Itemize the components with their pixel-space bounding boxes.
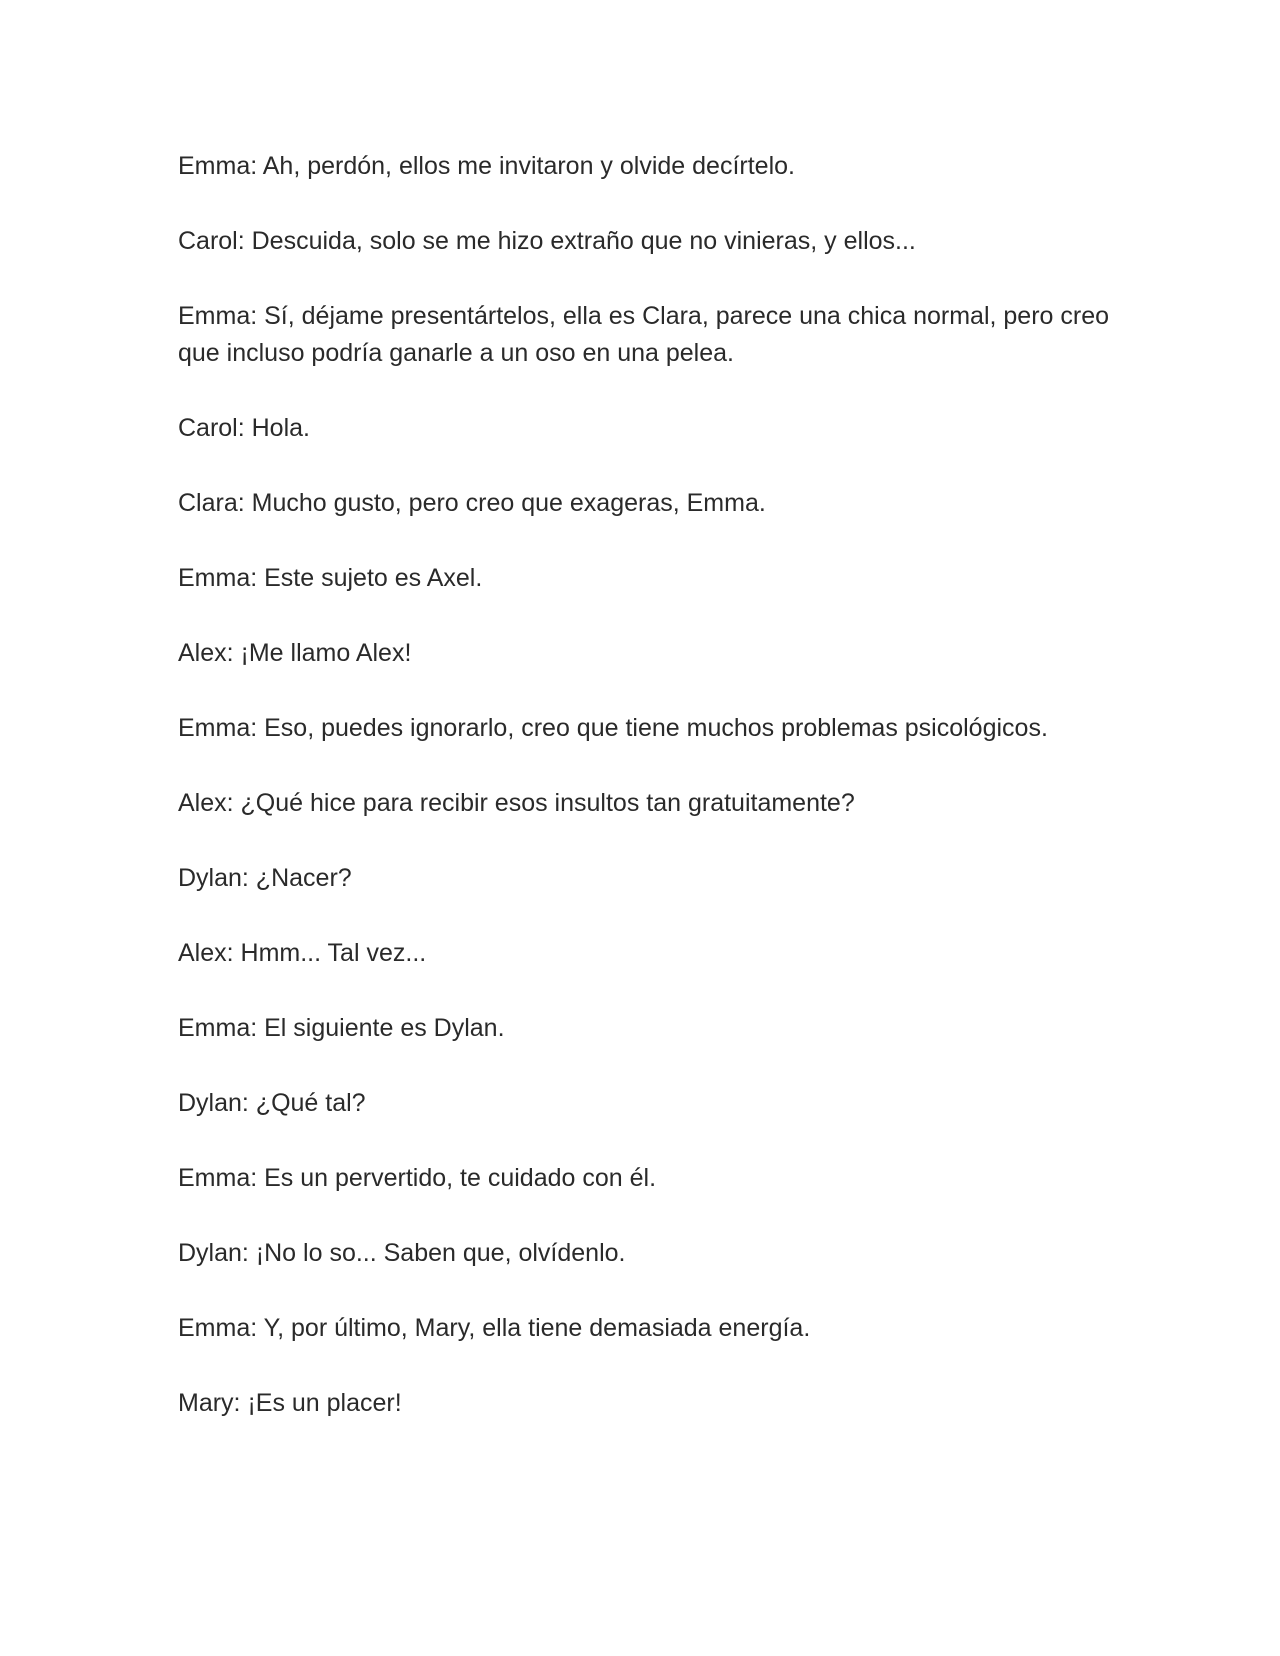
dialogue-line: Carol: Descuida, solo se me hizo extraño que no vinieras, y ellos... xyxy=(178,227,916,255)
dialogue-line: Dylan: ¿Qué tal? xyxy=(178,1089,366,1117)
dialogue-line: Emma: Ah, perdón, ellos me invitaron y olvide decírtelo. xyxy=(178,152,795,180)
dialogue-line: Emma: Y, por último, Mary, ella tiene demasiada energía. xyxy=(178,1314,811,1342)
dialogue-line: Dylan: ¡No lo so... Saben que, olvídenlo. xyxy=(178,1239,626,1267)
dialogue-line: Carol: Hola. xyxy=(178,414,310,442)
dialogue-body xyxy=(178,148,1118,1460)
dialogue-line: Mary: ¡Es un placer! xyxy=(178,1389,402,1417)
dialogue-line: Alex: ¿Qué hice para recibir esos insultos tan gratuitamente? xyxy=(178,789,855,817)
dialogue-line: Dylan: ¿Nacer? xyxy=(178,864,352,892)
dialogue-line: Emma: Es un pervertido, te cuidado con él. xyxy=(178,1164,657,1192)
dialogue-line: Emma: El siguiente es Dylan. xyxy=(178,1014,505,1042)
dialogue-line: Clara: Mucho gusto, pero creo que exageras, Emma. xyxy=(178,489,766,517)
dialogue-line: Alex: Hmm... Tal vez... xyxy=(178,939,427,967)
dialogue-line: Emma: Sí, déjame presentártelos, ella es Clara, parece una chica normal, pero creo que incluso podría ganarle a un oso en una pelea. xyxy=(178,302,1110,367)
dialogue-line: Alex: ¡Me llamo Alex! xyxy=(178,639,412,667)
dialogue-line: Emma: Eso, puedes ignorarlo, creo que tiene muchos problemas psicológicos. xyxy=(178,714,1048,742)
dialogue-line: Emma: Este sujeto es Axel. xyxy=(178,564,483,592)
